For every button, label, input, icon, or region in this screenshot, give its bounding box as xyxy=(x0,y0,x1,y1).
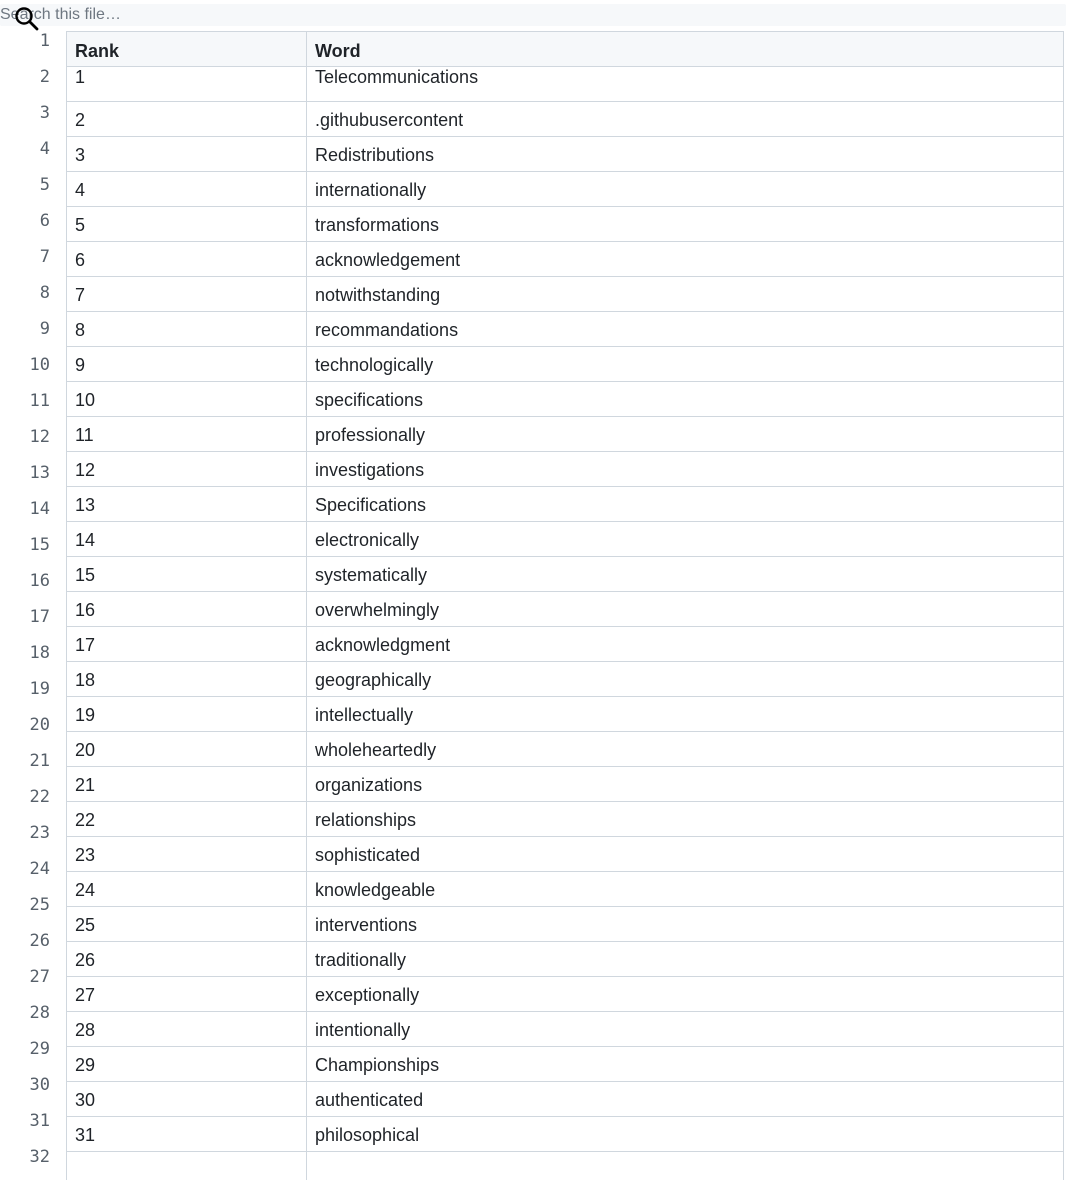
line-number: 7 xyxy=(39,247,50,267)
table-row xyxy=(67,1082,1064,1117)
table-row xyxy=(67,522,1064,557)
word-cell: transformations xyxy=(307,207,1064,242)
word-cell: acknowledgement xyxy=(307,242,1064,277)
word-cell: .githubusercontent xyxy=(307,102,1064,137)
word-cell: wholeheartedly xyxy=(307,732,1064,767)
rank-cell: 25 xyxy=(67,907,307,942)
word-cell: internationally xyxy=(307,172,1064,207)
line-number: 2 xyxy=(39,67,50,87)
line-number: 8 xyxy=(39,283,50,303)
line-number: 15 xyxy=(29,535,50,555)
word-cell: notwithstanding xyxy=(307,277,1064,312)
word-cell: Redistributions xyxy=(307,137,1064,172)
table-row xyxy=(67,207,1064,242)
rank-cell: 4 xyxy=(67,172,307,207)
table-row xyxy=(67,382,1064,417)
table-row xyxy=(67,67,1064,102)
word-cell: Specifications xyxy=(307,487,1064,522)
word-cell: technologically xyxy=(307,347,1064,382)
table-row xyxy=(67,837,1064,872)
word-cell: authenticated xyxy=(307,1082,1064,1117)
line-number: 10 xyxy=(29,355,50,375)
line-number-gutter xyxy=(0,26,60,1178)
table-row xyxy=(67,277,1064,312)
csv-table xyxy=(66,31,1064,1180)
table-row xyxy=(67,662,1064,697)
line-number: 5 xyxy=(39,175,50,195)
line-number: 31 xyxy=(29,1111,50,1131)
word-cell: geographically xyxy=(307,662,1064,697)
word-cell: intentionally xyxy=(307,1012,1064,1047)
word-cell: philosophical xyxy=(307,1117,1064,1152)
table-row xyxy=(67,1012,1064,1047)
word-cell: intellectually xyxy=(307,697,1064,732)
search-input[interactable] xyxy=(0,4,300,26)
table-row xyxy=(67,802,1064,837)
table-row xyxy=(67,102,1064,137)
column-header-rank: Rank xyxy=(67,32,307,67)
rank-cell: 19 xyxy=(67,697,307,732)
word-cell: overwhelmingly xyxy=(307,592,1064,627)
rank-cell: 3 xyxy=(67,137,307,172)
word-cell: acknowledgment xyxy=(307,627,1064,662)
rank-cell: 7 xyxy=(67,277,307,312)
column-header-word: Word xyxy=(307,32,1064,67)
rank-cell: 28 xyxy=(67,1012,307,1047)
line-number: 29 xyxy=(29,1039,50,1059)
line-number: 14 xyxy=(29,499,50,519)
table-row xyxy=(67,137,1064,172)
rank-cell: 20 xyxy=(67,732,307,767)
rank-cell xyxy=(67,1152,307,1180)
table-row xyxy=(67,907,1064,942)
rank-cell: 23 xyxy=(67,837,307,872)
word-cell: exceptionally xyxy=(307,977,1064,1012)
rank-cell: 1 xyxy=(67,67,307,102)
rank-cell: 30 xyxy=(67,1082,307,1117)
rank-cell: 14 xyxy=(67,522,307,557)
line-number: 12 xyxy=(29,427,50,447)
rank-cell: 26 xyxy=(67,942,307,977)
table-row xyxy=(67,452,1064,487)
word-cell: Telecommunications xyxy=(307,67,1064,102)
table-row xyxy=(67,1047,1064,1082)
line-number: 9 xyxy=(39,319,50,339)
rank-cell: 27 xyxy=(67,977,307,1012)
word-cell: professionally xyxy=(307,417,1064,452)
line-number: 32 xyxy=(29,1147,50,1167)
table-row xyxy=(67,942,1064,977)
table-header-row xyxy=(67,32,1064,67)
line-number: 4 xyxy=(39,139,50,159)
csv-table-container xyxy=(66,31,1064,1180)
word-cell: sophisticated xyxy=(307,837,1064,872)
table-row xyxy=(67,1152,1064,1180)
table-row xyxy=(67,417,1064,452)
table-row xyxy=(67,592,1064,627)
word-cell: electronically xyxy=(307,522,1064,557)
word-cell: organizations xyxy=(307,767,1064,802)
line-number: 25 xyxy=(29,895,50,915)
rank-cell: 31 xyxy=(67,1117,307,1152)
rank-cell: 24 xyxy=(67,872,307,907)
line-number: 23 xyxy=(29,823,50,843)
line-number: 13 xyxy=(29,463,50,483)
line-number: 22 xyxy=(29,787,50,807)
table-row xyxy=(67,627,1064,662)
line-number: 6 xyxy=(39,211,50,231)
rank-cell: 12 xyxy=(67,452,307,487)
table-row xyxy=(67,767,1064,802)
table-row xyxy=(67,977,1064,1012)
rank-cell: 29 xyxy=(67,1047,307,1082)
rank-cell: 5 xyxy=(67,207,307,242)
line-number: 30 xyxy=(29,1075,50,1095)
rank-cell: 17 xyxy=(67,627,307,662)
rank-cell: 6 xyxy=(67,242,307,277)
line-number: 11 xyxy=(29,391,50,411)
rank-cell: 15 xyxy=(67,557,307,592)
word-cell: relationships xyxy=(307,802,1064,837)
word-cell: traditionally xyxy=(307,942,1064,977)
table-row xyxy=(67,172,1064,207)
word-cell: specifications xyxy=(307,382,1064,417)
word-cell: Championships xyxy=(307,1047,1064,1082)
rank-cell: 11 xyxy=(67,417,307,452)
line-number: 20 xyxy=(29,715,50,735)
line-number: 3 xyxy=(39,103,50,123)
rank-cell: 9 xyxy=(67,347,307,382)
table-row xyxy=(67,557,1064,592)
table-row xyxy=(67,242,1064,277)
word-cell: systematically xyxy=(307,557,1064,592)
search-bar xyxy=(0,4,1066,26)
rank-cell: 21 xyxy=(67,767,307,802)
table-row xyxy=(67,487,1064,522)
line-number: 16 xyxy=(29,571,50,591)
table-row xyxy=(67,732,1064,767)
line-number: 28 xyxy=(29,1003,50,1023)
word-cell: investigations xyxy=(307,452,1064,487)
rank-cell: 18 xyxy=(67,662,307,697)
line-number: 26 xyxy=(29,931,50,951)
table-row xyxy=(67,872,1064,907)
table-row xyxy=(67,312,1064,347)
rank-cell: 8 xyxy=(67,312,307,347)
line-number: 24 xyxy=(29,859,50,879)
word-cell: interventions xyxy=(307,907,1064,942)
word-cell: recommandations xyxy=(307,312,1064,347)
rank-cell: 22 xyxy=(67,802,307,837)
table-row xyxy=(67,347,1064,382)
rank-cell: 2 xyxy=(67,102,307,137)
word-cell: knowledgeable xyxy=(307,872,1064,907)
table-row xyxy=(67,697,1064,732)
line-number: 21 xyxy=(29,751,50,771)
line-number: 18 xyxy=(29,643,50,663)
table-row xyxy=(67,1117,1064,1152)
line-number: 19 xyxy=(29,679,50,699)
word-cell xyxy=(307,1152,1064,1180)
rank-cell: 10 xyxy=(67,382,307,417)
rank-cell: 16 xyxy=(67,592,307,627)
rank-cell: 13 xyxy=(67,487,307,522)
line-number: 17 xyxy=(29,607,50,627)
line-number: 1 xyxy=(39,31,50,51)
line-number: 27 xyxy=(29,967,50,987)
